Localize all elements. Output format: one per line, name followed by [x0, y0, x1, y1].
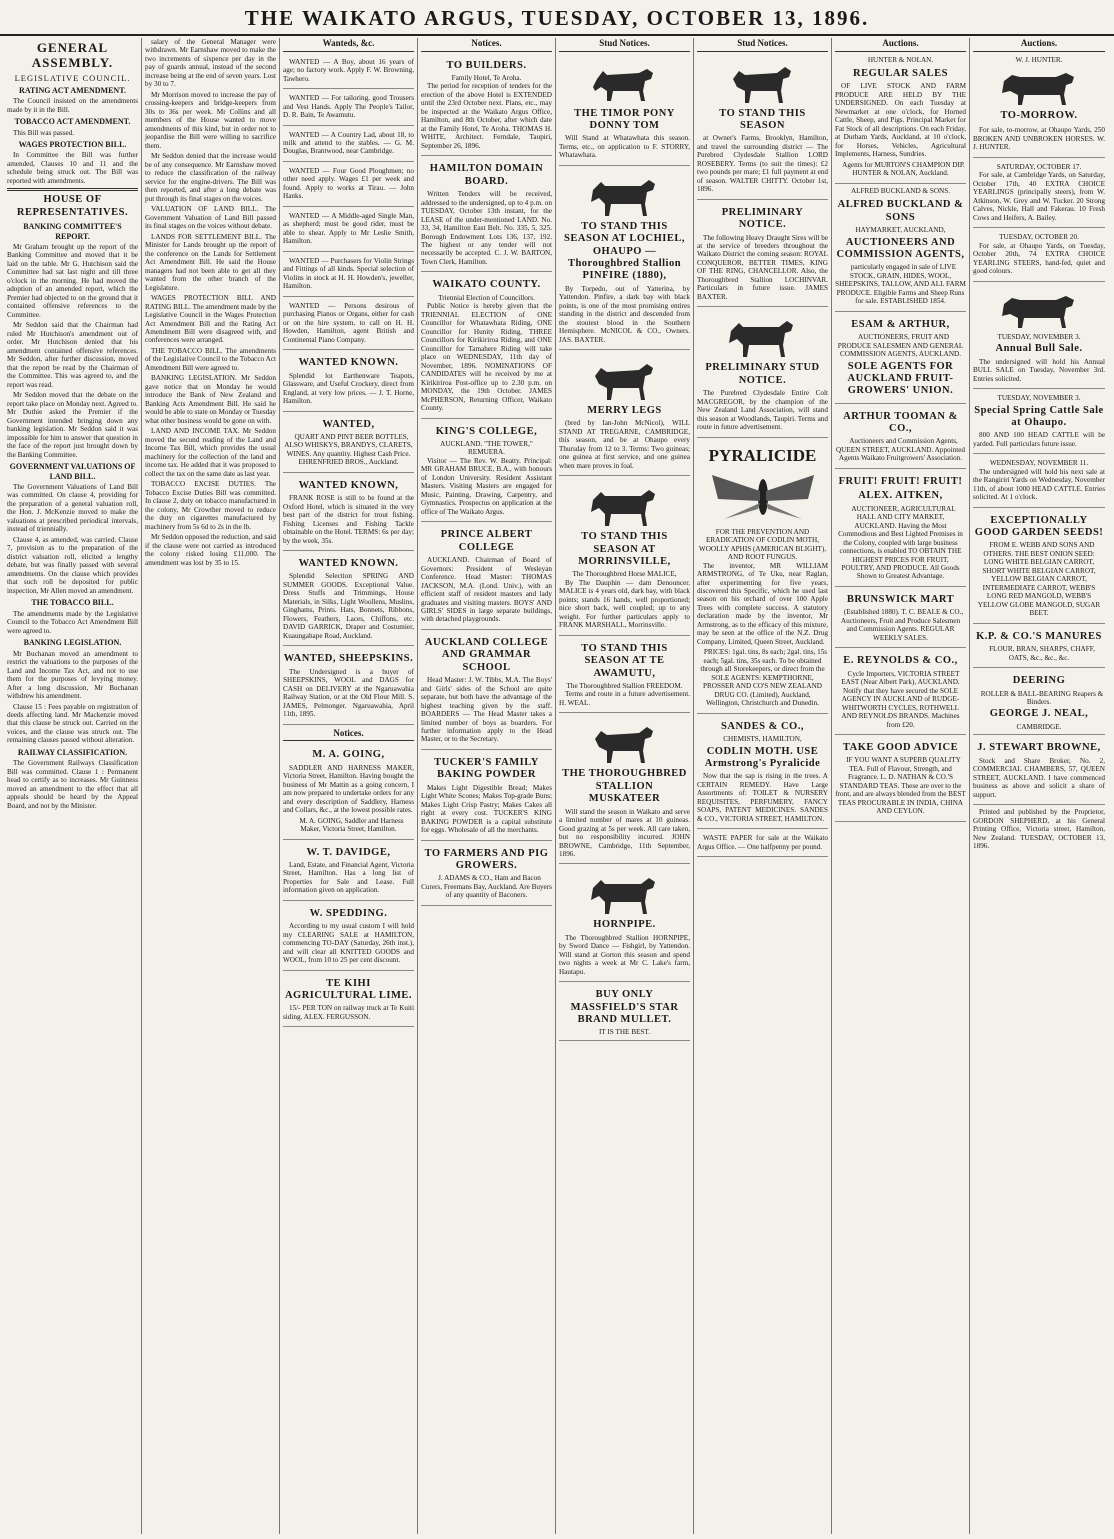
ad-title: PRELIMINARY STUD NOTICE.	[705, 362, 820, 386]
printer-imprint: Printed and published by the Proprietor, GORDON SHEPHERD, at his General Printing Office, Victoria street, Hamilton, New Zealand. TUESDAY, OCTOBER 13, 1896.	[973, 808, 1105, 851]
waste-paper-ad	[697, 832, 828, 857]
ad-title: CODLIN MOTH. USE Armstrong's Pyralicide	[704, 745, 821, 769]
ad-text: The Thoroughbred Stallion HORNPIPE, by Sword Dance — Fishgirl, by Yattendon. Will stand at Gorton this season and spend two nights a week at Mr C. Lake's farm, Hautapu.	[559, 933, 690, 976]
ad-text: Will Stand at Whatawhata this season. Terms, etc., on application to F. STORRY, Whatawhata.	[559, 134, 690, 160]
ad-text: Makes Light Digestible Bread; Makes Light White Scones; Makes Top-grade Buns; Makes Light Crisp Pastry; Makes Cakes all right at every cost. TUCKER'S KING BAKING POWDER is a capital substitute for eggs. Wholesale of all the merchants.	[421, 783, 552, 835]
mullet-ad	[559, 985, 690, 1041]
buckland-head: ALFRED BUCKLAND & SONS.	[850, 186, 951, 195]
davidge-agent-ad	[283, 843, 414, 901]
ad-title: THE TIMOR PONY DONNY TOM	[574, 107, 675, 131]
ad-title: TAKE GOOD ADVICE	[842, 742, 959, 754]
ad-title: THE THOROUGHBRED STALLION MUSKATEER	[562, 768, 687, 805]
column-2	[142, 38, 280, 1534]
brunswick-mart-ad	[835, 590, 966, 648]
ad-title: TO-MORROW.	[1000, 110, 1078, 122]
esam-arthur-ad	[835, 315, 966, 404]
lime-ad	[283, 974, 414, 1028]
ad-text: OF LIVE STOCK AND FARM PRODUCE ARE HELD BY THE UNDERSIGNED. On each Tuesday at Newmarket at one o'clock, for Horned Cattle, Sheep, and Pigs. Principal Market for Fat Stock of all descriptions. On each Friday, at Durham Yards, Auckland, at 10 o'clock, for Horses, Vehicles, Agricultural Implements, Harness, Sundries.	[835, 82, 966, 159]
rangiriri-sale-ad	[973, 457, 1105, 507]
ad-text: The Purebred Clydesdale Entire Colt MACGREGOR, by the champion of the New Zealand Land Association, will stand this season at Woodlands, Taupiri. Terms and route in future advertisement.	[697, 389, 828, 432]
ad-text: According to my usual custom I will hold my CLEARING SALE at HAMILTON, commencing TO-DAY (Saturday, 26th inst.), and will clear all KNITTED GOODS and WOOL, from 10 to 25 per cent discount.	[283, 922, 414, 965]
legislative-council-subtitle: LEGISLATIVE COUNCIL.	[14, 72, 131, 83]
going-saddler-ad	[283, 745, 414, 839]
ad-text: The inventor, MR WILLIAM ARMSTRONG, of Te Uku, near Raglan, after experimenting for five years, discovered this Specific, which he used last season on his orchard of over 100 Apple Trees with complete success. A statutory declaration made by the inventor, Mr Armstrong, as to the efficacy of this mixture, may be seen at the office of the N.Z. Drug Company, Limited, Queen Street, Auckland.	[697, 561, 828, 646]
ad-title: Annual Bull Sale.	[995, 343, 1083, 355]
ad-text: (Established 1880). T. C. BEALE & CO., Auctioneers, Fruit and Produce Salesmen and Commission Agents. REGULAR WEEKLY SALES.	[840, 608, 964, 642]
section-head: RAILWAY CLASSIFICATION.	[17, 747, 128, 757]
newspaper-title: THE WAIKATO ARGUS, TUESDAY, OCTOBER 13, 1896.	[244, 6, 870, 30]
hunter-head: W. J. HUNTER.	[1015, 55, 1063, 64]
ad-text: Land, Estate, and Financial Agent, Victoria Street, Hamilton. Has a long list of Properties for Sale and Lease. Full information given on application.	[283, 860, 414, 895]
article-paragraph: salary of the General Manager were withdrawn. Mr Earnshaw moved to make the two increments of sixpence per day in the pay of guards annual, instead of the second increase being at the end of seven years. Lost by 30 to 7.	[145, 38, 276, 89]
ad-text: Head Master: J. W. Tibbs, M.A. The Boys' and Girls' sides of the School are quite separate, but both have the advantage of the highest teaching given by the staff. BOARDERS — The Head Master takes a limited number of boys as boarders. For further information apply to the Head Master, or to the Secretary.	[421, 676, 552, 744]
ad-text: For sale, at Cambridge Yards, on Saturday, October 17th, 40 EXTRA CHOICE YEARLINGS (principally steers), from W. Atkinson, W. Grey and W. Tucker. 20 Strong Calves, Nickle, Hall and Fakerau. 10 Fresh Cows and Heifers, A. Bailey.	[973, 171, 1105, 222]
ad-text: FLOUR, BRAN, SHARPS, CHAFF, OATS, &c., &c., &c.	[989, 645, 1095, 662]
ad-title: TO STAND THIS SEASON AT LOCHIEL, OHAUPO — Thoroughbred Stallion PINFIRE (1880),	[564, 220, 685, 282]
ad-text: Public Notice is hereby given that the TRIENNIAL ELECTION of ONE Councillor for Whatawhata Riding, ONE Councillor for Hunity Riding, THREE Councillors for Kirikiriroa Riding, and ONE Councillor for Tamahere Riding will take place on WEDNESDAY, 11th day of November, 1896. NOMINATIONS OF CANDIDATES will be received by me at Kirikiriroa Post-office up to 2.30 p.m. on MONDAY, the 19th October. JAMES McPHERSON, Returning Officer, Waikato County.	[421, 302, 552, 413]
ad-title: E. REYNOLDS & CO.,	[843, 655, 958, 667]
ad-title: ALFRED BUCKLAND & SONS	[837, 199, 964, 223]
ad-subtitle: AUCKLAND. "THE TOWER," REMUERA.	[440, 439, 533, 457]
ad-text: The period for reception of tenders for the erection of the above Hotel is EXTENDED until the 23rd October next. Plans, etc., may be inspected at the Waikato Argus Office, Hamilton, and 8th October, after which date at the Family Hotel, Te Aroha. THOMAS H. WHITE, Architect. Ferndale, Taupiri, September 26, 1896.	[421, 82, 552, 150]
stewart-browne-ad	[973, 738, 1105, 805]
builders-ad	[421, 56, 552, 157]
wanted-bottles-ad	[283, 415, 414, 473]
ad-text: Now that the sap is rising in the trees. A CERTAIN REMEDY. Have Large Assortments of: TOILET & NURSERY REQUISITES, PERFUMERY, FANCY SOAPS, PATENT MEDICINES. SANDES & CO., VICTORIA STREET, HAMILTON.	[697, 772, 828, 823]
farmers-ad	[421, 844, 552, 906]
article-paragraph: THE TOBACCO BILL. The amendments of the Legislative Council to the Tobacco Act Amendment Bill were agreed to.	[145, 346, 276, 372]
merry-legs-ad	[559, 353, 690, 476]
malice-ad	[559, 479, 690, 636]
grammar-school-ad	[421, 633, 552, 750]
section-text: Mr Buchanan moved an amendment to restrict the valuations to the purposes of the Land and Income Tax Act, and not to use them for the purposes of levying money. After a long discussion, Mr Buchanan withdrew his amendment.	[7, 649, 138, 701]
ad-title: M. A. GOING,	[312, 749, 385, 761]
house-title: HOUSE OF REPRESENTATIVES.	[16, 194, 129, 218]
ad-title: WANTED KNOWN.	[298, 558, 399, 570]
section-text: Mr Seddon said that the Chairman had ruled Mr Hutchison's amendment out of order. Mr Hutchison denied that his amendment contained offensive references. Mr Seddon, after further discussion, moved that the report be read by the Chairman of the Committee. This was agreed to, and the report was read.	[7, 321, 138, 389]
article-paragraph: BANKING LEGISLATION. Mr Seddon gave notice that on Monday he would introduce the Bank of New Zealand and Banking Acts Amendment Bill. He said he would be able to state on Monday or Tuesday what other business would be gone on with.	[145, 374, 276, 425]
section-head: WAGES PROTECTION BILL.	[18, 140, 127, 149]
reynolds-cycles-ad	[835, 651, 966, 735]
article-paragraph: Mr Seddon opposed the reduction, and said if the clause were not carried as introduced the colony risked losing £11,000. The amendment was lost by 35 to 15.	[145, 533, 276, 567]
ad-text: WANTED — Persons desirous of purchasing Pianos or Organs, either for cash or on the hire system, to call on H. H. Howden, Hamilton, agent British and Continental Piano Company.	[283, 301, 414, 344]
ad-date: SATURDAY, OCTOBER 17.	[996, 162, 1082, 171]
ad-text: FRANK ROSE is still to be found at the Oxford Hotel, which is situated in the very best part of the district for trout fishing. Fishing Licenses and Fishing Tackle obtainable on the Hotel. TERMS: 6s per day; by the week, 35s.	[283, 494, 414, 545]
ad-text: Cycle Importers, VICTORIA STREET EAST (Near Albert Park), AUCKLAND. Notify that they have secured the SOLE AGENCY IN AUCKLAND of RUDGE-WHITWORTH CYCLES, ROTHWELL AND REYNOLDS BRANDS. Machines from £20.	[841, 669, 960, 729]
ad-signature: M. A. GOING, Saddler and Harness Maker, Victoria Street, Hamilton.	[299, 816, 404, 834]
kings-college-ad	[421, 422, 552, 523]
horse-illustration	[585, 358, 665, 402]
horse-illustration	[585, 484, 665, 528]
ad-title: TUCKER'S FAMILY BAKING POWDER	[434, 756, 539, 781]
ad-date: TUESDAY, OCTOBER 20.	[999, 233, 1079, 242]
lord-rosebery-ad	[697, 56, 828, 200]
ad-text: Agents for MURTON'S CHAMPION DIP. HUNTER & NOLAN, Auckland.	[842, 160, 965, 178]
ad-title: WANTED KNOWN.	[298, 357, 399, 369]
ad-text: WANTED — A Middle-aged Single Man, as shepherd; must be good rider, must be able to shear. Apply to Mr Leslie Smith, Hamilton.	[283, 211, 414, 246]
section-text: In Committee the Bill was further amended, Clauses 10 and 11 and the schedule being struck out. The Bill was reported with amendments.	[7, 151, 138, 185]
ad-text: WANTED — Four Good Ploughmen; no other need apply. Wages £1 per week and found. Apply to works at Tirau. — John Hanks.	[283, 166, 414, 201]
sandes-chemists-ad	[697, 717, 828, 830]
page-columns	[4, 38, 1110, 1534]
ad-title: TE KIHI AGRICULTURAL LIME.	[284, 977, 413, 1001]
ad-text: Will stand the season in Waikato and serve a limited number of mares at 10 guineas. Good grazing at 5s per week. All care taken, but no responsibility incurred. JOHN BROWNE, Cambridge, 11th September, 1896.	[559, 807, 690, 858]
tuesday-sale-ad	[973, 231, 1105, 281]
ad-text: WANTED — For tailoring, good Trousers and Vest Hands. Apply The People's Tailor, D. R. Bain, Te Awamutu.	[283, 94, 414, 120]
article-paragraph: LAND AND INCOME TAX. Mr Seddon moved the second reading of the Land and Income Tax Bill, which provides the usual machinery for the collection of the land and income tax. He added that it was proposed to collect the tax on the same date as last year.	[145, 427, 276, 478]
masthead	[0, 0, 1114, 36]
article-paragraph: LANDS FOR SETTLEMENT BILL. The Minister for Lands brought up the report of the conference on the Lands for Settlement Act Amendment Bill. He said the House managers had not been able to get all they wanted from the other branch of the Legislature.	[145, 232, 276, 292]
preliminary-notice-ad	[697, 203, 828, 308]
ad-title: Special Spring Cattle Sale at Ohaupo.	[974, 404, 1104, 428]
arthur-tooman-ad	[835, 407, 966, 469]
ad-title: EXCEPTIONALLY GOOD GARDEN SEEDS!	[974, 514, 1104, 539]
ad-text: WANTED — A Boy, about 16 years of age; no factory work. Apply F. W. Browning, Tawhero.	[283, 57, 414, 83]
ad-text: WANTED — A Country Lad, about 18, to milk and attend to the stables. — G. M. Douglas, Brantwood, near Cambridge.	[283, 130, 414, 156]
ad-text: Terms and route in a future advertisement. H. WEAL.	[559, 690, 690, 707]
classified-ad	[283, 300, 414, 350]
column-6	[694, 38, 832, 1534]
column-3	[280, 38, 418, 1534]
ad-text: IT IS THE BEST.	[598, 1028, 651, 1037]
section-text: Clause 4, as amended, was carried. Clause 7, provision as to the preparation of the district valuation roll, elicited a lengthy debate, but was finally passed with several amendments. On the clause which provides that such roll be deposited for public inspection, Mr Allen moved an amendment.	[7, 535, 138, 595]
garden-seeds-ad	[973, 511, 1105, 624]
horse-illustration	[723, 315, 803, 359]
column-4	[418, 38, 556, 1534]
ad-title: TO STAND THIS SEASON	[719, 107, 806, 131]
section-text: Mr Graham brought up the report of the Banking Committee and moved that it be laid on the table. Mr G. Hutchison said the Committee had sat last night and till three o'clock in the morning. He had moved the adoption of an amended report, which the Premier had objected to on the ground that it contained offensive references to the Committee.	[7, 243, 138, 319]
ad-title: DEERING	[1012, 675, 1066, 687]
article-paragraph: Mr Seddon denied that the increase would be of any consequence. Mr Earnshaw moved to reduce the classification of the railway service for the engine-drivers. The Bill was then reported, and after a long debate was put through its final stages on the voices.	[145, 152, 276, 203]
ad-text: at Owner's Farms, Brooklyn, Hamilton, and travel the surrounding district — The Purebred Clydesdale Stallion LORD ROSEBERY. Terms (to suit the times): £2 two pounds per mare; £1 full payment at end of season. WALTER CHITTY. October 1st, 1896.	[697, 134, 828, 194]
ad-title: TO FARMERS AND PIG GROWERS.	[424, 847, 549, 871]
divider	[7, 188, 138, 191]
section-text: The Council insisted on the amendments made by it in the Bill.	[7, 97, 138, 114]
horse-illustration	[723, 61, 803, 105]
classified-ad	[283, 129, 414, 162]
ad-text: IF YOU WANT A SUPERB QUALITY TEA. Full of Flavour, Strength, and Fragrance. L. D. NATHAN & CO.'S STANDARD TEAS. These are over to the front, and are always blended from the BEST TEAS PROCURABLE IN INDIA, CHINA AND CEYLON.	[835, 756, 966, 816]
classified-ad	[283, 210, 414, 252]
classified-ad	[283, 92, 414, 125]
notices-header: Notices.	[421, 38, 552, 52]
column-5	[556, 38, 694, 1534]
horse-illustration	[585, 872, 665, 916]
ad-text: By The Dauphin — dam Denouncer. MALICE is 4 years old, dark bay, with black points; stands 16 hands, well proportioned; nice short back, well coupled; up to any weight. For further particulars apply to FRANK MARSHALL, Morrinsville.	[559, 578, 690, 630]
section-head: THE TOBACCO BILL.	[31, 598, 114, 608]
horse-illustration	[585, 174, 665, 218]
ad-title: FRUIT! FRUIT! FRUIT!	[838, 475, 963, 487]
section-head: TOBACCO ACT AMENDMENT.	[14, 117, 131, 127]
ad-title: TO STAND THIS SEASON AT TE AWAMUTU,	[581, 642, 668, 679]
spring-cattle-ad	[973, 392, 1105, 454]
auctions-header: Auctions.	[973, 38, 1105, 52]
bull-sale-ad	[973, 285, 1105, 389]
ad-subtitle: CHEMISTS, HAMILTON,	[723, 735, 802, 744]
ad-title: ARTHUR TOOMAN & CO.,	[843, 410, 958, 435]
classified-ad	[283, 255, 414, 297]
timor-pony-ad	[559, 56, 690, 166]
ohaupo-horses-ad	[973, 124, 1105, 157]
ad-text: FROM E. WEBB AND SONS AND OTHERS. THE BEST ONION SEED: LONG WHITE BELGIAN CARROT, SHORT WHITE BELGIAN CARROT, YELLOW BELGIAN CARROT, INTERMEDIATE CARROT, WEBB'S LONG RED MANGOLD, WEBB'S YELLOW GLOBE MANGOLD, SUGAR BEET.	[977, 541, 1101, 618]
ad-text: WASTE PAPER for sale at the Waikato Argus Office. — One halfpenny per pound.	[697, 834, 828, 851]
section-text: The amendments made by the Legislative Council to the Tobacco Act Amendment Bill were agreed to.	[7, 609, 138, 635]
ad-text: For sale, at Ohaupo Yards, on Tuesday, October 20th, 74 EXTRA CHOICE YEARLING STEERS, hand-fed, quiet and good colours.	[973, 241, 1105, 276]
ad-title: PYRALICIDE	[708, 445, 817, 465]
ad-subtitle: Family Hotel, Te Aroha.	[451, 73, 522, 82]
muskateer-ad	[559, 716, 690, 864]
ad-text: Written Tenders will be received, addressed to the undersigned, up to 4 p.m. on TUESDAY, October 13th instant, for the LEASE of the under-mentioned LAND. No. 33, 34, Hamilton East Belt. No. 335, 5, 325. Borough Endowment Lots 136, 137, 192. The highest or any tender will not necessarily be accepted. C. J. W. BARTON, Town Clerk, Hamilton.	[421, 190, 552, 266]
hunter-nolan-head: HUNTER & NOLAN.	[867, 55, 934, 64]
article-paragraph: WAGES PROTECTION BILL AND RATING BILL. The amendment made by the Legislative Council in the Wages Protection Act Amendment Bill and the Rating Act Amendment Bill were disagreed with, and conferences were arranged.	[145, 294, 277, 345]
wanted-known-ad	[283, 353, 414, 411]
pony-illustration	[585, 61, 665, 105]
general-assembly-title: GENERAL ASSEMBLY.	[31, 40, 114, 71]
freedom-ad	[559, 639, 690, 714]
classified-ad	[283, 56, 414, 89]
ad-title: AUCKLAND COLLEGE AND GRAMMAR SCHOOL	[424, 636, 549, 673]
ad-prices: PRICES: 1gal. tins, 8s each; 2gal. tins, 15s each; 5gal. tins, 35s each. To be obtained through all Storekeepers, or direct from the SOLE AGENTS: KEMPTHORNE, PROSSER AND CO'S NEW ZEALAND DRUG CO. (Limited), Auckland, Wellington, Christchurch and Dunedin.	[700, 648, 828, 708]
ad-title: W. T. DAVIDGE,	[306, 846, 391, 858]
ad-title: WANTED KNOWN,	[298, 479, 399, 491]
ad-text: AUCKLAND. Chairman of Board of Governors: President of Wesleyan Conference. Head Master: THOMAS JACKSON, M.A. (Lond. Univ.), with an efficient staff of resident masters and lady graduates and visiting masters. BOYS' AND GIRLS' SIDES in large separate buildings, with detached playgrounds.	[421, 556, 552, 624]
classified-ad	[283, 165, 414, 207]
ad-title: WANTED,	[322, 418, 375, 430]
spedding-sale-ad	[283, 904, 414, 971]
wanted-spring-goods-ad	[283, 554, 414, 646]
section-text: Clause 15 : Fees payable on registration of deeds affecting land. Mr Mackenzie moved that this clause be struck out. Carried on the voices, and the clause was struck out. The remaining clauses passed without alteration.	[7, 702, 138, 745]
county-election-ad	[421, 275, 552, 418]
ad-text: SADDLER AND HARNESS MAKER, Victoria Street, Hamilton. Having bought the business of Mr Mattin as a going concern, I am now prepared to undertake orders for any and every description of Saddlery, Harness and Collars, &c., at the lowest possible rates.	[283, 763, 414, 815]
ad-text: Visitor — The Rev. W. Beatty. Principal: MR GRAHAM BRUCE, B.A., with honours of London University. Resident Assistant Masters. Visiting Masters are engaged for Music, Painting, Drawing, Carpentry, and Gymnastics. Prospectus on application at the office of The Waikato Argus.	[421, 456, 552, 516]
ad-text: Stock and Share Broker, No. 2, COMMERCIAL CHAMBERS, 57, QUEEN STREET, AUCKLAND. I have commenced business as above and solicit a share of support.	[973, 756, 1105, 799]
ad-title: ESAM & ARTHUR,	[851, 318, 950, 330]
ad-text: J. ADAMS & CO., Ham and Bacon Curers, Freemans Bay, Auckland. Are Buyers of any quantity of Baconers.	[421, 874, 552, 900]
ad-title: BRUNSWICK MART	[846, 593, 955, 605]
notices-header: Notices.	[283, 728, 414, 742]
section-head: RATING ACT AMENDMENT.	[19, 85, 126, 95]
column-1	[4, 38, 142, 1534]
ad-text: By Torpedo, out of Yatterina, by Yattendon. Pinfire, a dark bay with black points, is one of the most promising entires standing in the district and descended from the stoutest blood in the Southern Hemisphere. McNICOL & CO., Owners. JAS. BAXTER.	[559, 284, 690, 344]
wanteds-header: Wanteds, &c.	[283, 38, 414, 52]
wanted-hotel-ad	[283, 476, 414, 551]
section-head: GOVERNMENT VALUATIONS OF LAND BILL.	[9, 462, 136, 481]
bull-illustration	[994, 67, 1084, 107]
ad-text: Auctioneers and Commission Agents, QUEEN STREET, AUCKLAND. Appointed Agents Waikato Fruitgrowers' Association.	[835, 437, 966, 463]
ad-title: PRELIMINARY NOTICE.	[721, 206, 804, 231]
stud-notices-header: Stud Notices.	[559, 38, 690, 52]
ad-text: The Undersigned is a buyer of SHEEPSKINS, WOOL and DAGS for CASH on DELIVERY at the Ngaruawahia Railway Station, or at the Old Flour Mill. S. JAMES, Pelmonger. Ngaruawahia, April 11th, 1895.	[283, 667, 414, 719]
section-text: Mr Seddon moved that the debate on the report take place on Monday next. Agreed to. Mr Duthie asked the Premier if the Government intended bringing down any banking legislation. Mr Seddon said it was impossible for him to answer that question in the face of the report just brought down by the Banking Committee.	[7, 391, 138, 459]
ad-title: SOLE AGENTS FOR AUCKLAND FRUIT-GROWERS' UNION.	[847, 360, 954, 397]
ad-title: MERRY LEGS	[587, 405, 662, 417]
buckland-ad	[835, 195, 966, 311]
ad-title: ALEX. AITKEN,	[858, 490, 943, 502]
article-paragraph: TOBACCO EXCISE DUTIES. The Tobacco Excise Duties Bill was committed. In clause 2, duty on tobacco manufactured in the colony, Mr Crowther moved to reduce the duty on cigarettes manufactured by machinery from 5s 6d to 2s in the lb.	[145, 480, 276, 531]
ad-text: The undersigned will hold his Annual BULL SALE on Tuesday, November 3rd. Entries solicited.	[973, 357, 1105, 383]
section-text: The Government Valuations of Land Bill was committed. On clause 4, providing for the preparation of a general valuation roll, the Hon. J. McKenzie moved to make the valuations at prescribed periodical intervals, instead of triennially.	[7, 482, 138, 534]
ad-title: TO STAND THIS SEASON AT MORRINSVILLE,	[578, 531, 671, 568]
ad-title: WANTED, SHEEPSKINS.	[283, 653, 414, 665]
ad-title: SANDES & CO.,	[721, 720, 804, 732]
ad-title: GEORGE J. NEAL,	[989, 708, 1089, 720]
pyralicide-ad	[697, 441, 828, 714]
ad-text: The following Heavy Draught Sires will be at the service of breeders throughout the Waikato District the coming season: ROYAL CONQUEROR, BETTER TIMES, KING OF THE RING, CHANCELLOR. Also, the Thoroughbred Stallion LOCHINVAR. Particulars in future issue. JAMES BAXTER.	[697, 233, 828, 301]
ad-text: QUART AND PINT BEER BOTTLES, ALSO WHISKYS, BRANDYS, CLARETS, WINES. Any quantity. Highest Cash Price. EHRENFRIED BROS., Auckland.	[284, 432, 413, 467]
ad-title: K.P. & CO.'S MANURES	[976, 630, 1102, 642]
ad-text: ROLLER & BALL-BEARING Reapers & Binders.	[980, 689, 1104, 706]
ad-date: TUESDAY, NOVEMBER 3.	[997, 332, 1081, 341]
stud-notices-header: Stud Notices.	[697, 38, 828, 52]
wanted-sheepskins-ad	[283, 649, 414, 724]
regular-sales-ad	[835, 64, 966, 184]
ad-text: particularly engaged in sale of LIVE STOCK, GRAIN, HIDES, WOOL, SHEEPSKINS, TALLOW, AND ALL FARM PRODUCE. Eligible Farms and Sheep Runs for sale. ESTABLISHED 1854.	[835, 263, 966, 306]
ad-text: The undersigned will hold his next sale at the Rangiriri Yards on Wednesday, November 11th, of about 1000 HEAD CATTLE. Entries solicited. At 1 o'clock.	[973, 467, 1105, 502]
section-head: BANKING LEGISLATION.	[23, 638, 122, 648]
domain-board-ad	[421, 159, 552, 272]
ad-date: WEDNESDAY, NOVEMBER 11.	[989, 459, 1089, 468]
article-paragraph: Mr Morrison moved to increase the pay of crossing-keepers and bridge-keepers from 30s to 36s per week. Mr Collins and all members of the House wanted to move amendments of this kind, but in order not to jeopardise the Bill were willing to sacrifice them.	[145, 90, 276, 150]
manures-ad	[973, 627, 1105, 668]
ad-text: For sale, to-morrow, at Ohaupo Yards, 250 BROKEN AND UNBROKEN HORSES. W. J. HUNTER.	[973, 126, 1105, 152]
preliminary-stud-notice-ad	[697, 310, 828, 437]
deering-ad	[973, 671, 1105, 735]
ad-title: WAIKATO COUNTY.	[432, 279, 541, 291]
ad-title: HORNPIPE.	[593, 919, 656, 931]
hornpipe-ad	[559, 867, 690, 982]
ad-text: 800 AND 100 HEAD CATTLE will be yarded. Full particulars future issue.	[973, 431, 1105, 448]
baking-powder-ad	[421, 753, 552, 841]
aitken-fruit-ad	[835, 472, 966, 587]
ad-title: J. STEWART BROWNE,	[977, 742, 1101, 754]
ad-title: TO BUILDERS.	[446, 59, 527, 71]
ad-title: KING'S COLLEGE,	[435, 425, 538, 437]
auctions-header: Auctions.	[835, 38, 966, 52]
prince-albert-college-ad	[421, 525, 552, 630]
codlin-moth-illustration	[704, 469, 822, 525]
ad-title: REGULAR SALES	[853, 68, 948, 80]
tea-ad	[835, 738, 966, 822]
ad-text: Splendid lot Earthenware Teapots, Glassware, and Useful Crockery, direct from England, at very low prices. — J. T. Horne, Hamilton.	[283, 371, 414, 406]
bull-illustration	[994, 290, 1084, 330]
ad-text: Splendid Selection SPRING AND SUMMER GOODS. Exceptional Value. Dress Stuffs and Trimmings, House Materials, in Silks, Light Woollens, Muslins, Ginghams, Prints. Hats, Bonnets, Ribbons, Flowers, Feathers, Laces, Chiffons, etc. DAVID GARRICK, Draper and Costumier, Kuaungahape Road, Auckland.	[283, 572, 414, 640]
ad-title: HAMILTON DOMAIN BOARD.	[429, 163, 544, 187]
column-8	[970, 38, 1108, 1534]
section-head: BANKING COMMITTEE'S REPORT.	[23, 222, 122, 241]
ad-title: W. SPEDDING.	[309, 907, 388, 919]
ad-subtitle: Triennial Election of Councillors.	[438, 293, 535, 302]
ad-subtitle: FOR THE PREVENTION AND ERADICATION OF CODLIN MOTH, WOOLLY APHIS (AMERICAN BLIGHT), AND ROOT FUNGUS.	[698, 527, 827, 562]
section-text: The Government Railways Classification Bill was committed. Clause 1 : Permanent head to certify as to increases. Mr Guinness moved an amendment to the effect that all appeals should be heard by the Appeal Board, and not by the Minister.	[7, 759, 138, 810]
section-text: This Bill was passed.	[13, 128, 75, 137]
pinfire-ad	[559, 169, 690, 350]
column-7	[832, 38, 970, 1534]
article-paragraph: VALUATION OF LAND BILL. The Government Valuation of Land Bill passed its final stages on the voices without debate.	[145, 205, 276, 231]
ad-text: 15/- PER TON on railway truck at Te Kuiti siding. ALEX. FERGUSSON.	[283, 1004, 414, 1021]
ad-text: AUCTIONEERS, FRUIT AND PRODUCE SALESMEN AND GENERAL COMMISSION AGENTS, AUCKLAND.	[837, 333, 964, 359]
ad-subtitle: The Thoroughbred Horse MALICE,	[572, 570, 677, 579]
ad-subtitle: The Thoroughbred Stallion FREEDOM.	[566, 682, 683, 690]
ad-subtitle: CAMBRIDGE.	[1016, 722, 1062, 731]
ad-date: TUESDAY, NOVEMBER 3.	[997, 394, 1081, 403]
ad-title: BUY ONLY MASSFIELD'S STAR BRAND MULLET.	[570, 989, 679, 1026]
ad-text: (bred by Ian-John McNicol), WILL STAND AT TREGARNE, CAMBRIDGE, this season, and be at Ohaupo every Thursday from 12 to 3. Terms: Two guineas; one guinea at first service, and one guinea when mare proves in foal.	[559, 419, 690, 470]
saturday-sale-ad	[973, 161, 1105, 228]
ad-subtitle: HAYMARKET, AUCKLAND,	[855, 226, 946, 235]
ad-title: AUCTIONEERS AND COMMISSION AGENTS,	[836, 236, 965, 260]
horse-illustration	[585, 721, 665, 765]
ad-text: AUCTIONEER, AGRICULTURAL HALL AND CITY MARKET, AUCKLAND. Having the Most Commodious and Best Lighted Premises in the Colony, coupled with large business connections, is enabled TO OBTAIN THE HIGHEST PRICES FOR FRUIT, POULTRY, AND PRODUCE. All Goods Shown to Greatest Advantage.	[838, 504, 963, 581]
ad-title: PRINCE ALBERT COLLEGE	[440, 529, 533, 553]
ad-text: WANTED — Purchasers for Violin Strings and Fittings of all kinds. Special selection of Violins in stock at H. H. Howden's, jeweller, Hamilton.	[283, 256, 414, 291]
